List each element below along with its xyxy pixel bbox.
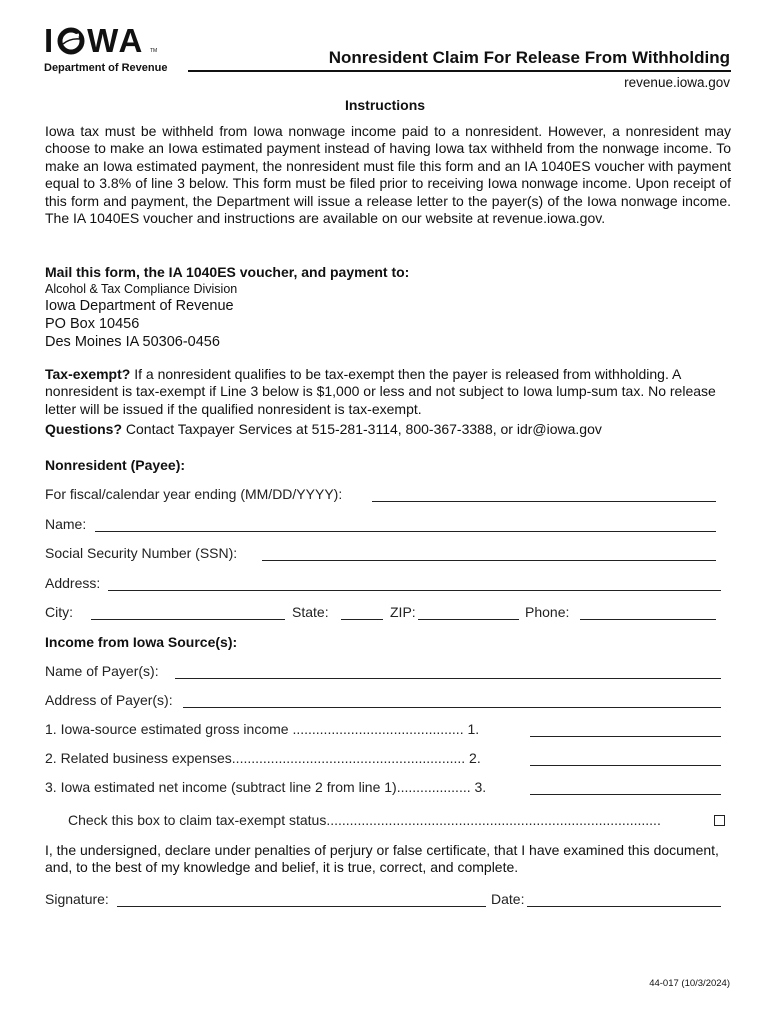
- phone-field[interactable]: [580, 619, 716, 620]
- address-label: Address:: [45, 575, 101, 591]
- ssn-field[interactable]: [262, 560, 716, 561]
- state-label: State:: [292, 604, 329, 620]
- tax-exempt-checkbox[interactable]: [714, 815, 725, 826]
- payer-address-field[interactable]: [183, 707, 721, 708]
- website-link[interactable]: revenue.iowa.gov: [624, 75, 730, 90]
- city-label: City:: [45, 604, 73, 620]
- payee-heading: Nonresident (Payee):: [45, 457, 186, 473]
- signature-label: Signature:: [45, 891, 109, 907]
- tax-exempt-paragraph: [45, 366, 731, 418]
- zip-field[interactable]: [418, 619, 519, 620]
- zip-label: ZIP:: [390, 604, 416, 620]
- department-name: Department of Revenue: [44, 62, 168, 74]
- questions-line: [45, 421, 602, 437]
- tax-exempt-text: If a nonresident qualifies to be tax-exempt then the payer is released from withholding. A nonresident is tax-exempt if Line 3 below is $1,000 or less and not subject to Iowa lump-sum tax. No release letter will be issued if the qualified nonresident is tax-exempt.: [45, 366, 716, 417]
- mail-heading: Mail this form, the IA 1040ES voucher, and payment to:: [45, 264, 410, 280]
- header-rule: [188, 70, 731, 72]
- questions-label: Questions?: [45, 421, 123, 437]
- line2-field[interactable]: [530, 765, 721, 766]
- phone-label: Phone:: [525, 604, 570, 620]
- logo-trademark: TM: [150, 48, 158, 54]
- payer-name-label: Name of Payer(s):: [45, 663, 159, 679]
- form-number: 44-017 (10/3/2024): [649, 978, 730, 989]
- name-field[interactable]: [95, 531, 716, 532]
- date-label: Date:: [491, 891, 525, 907]
- state-field[interactable]: [341, 619, 383, 620]
- form-title: Nonresident Claim For Release From Withholding: [328, 48, 730, 67]
- iowa-logo: [44, 24, 194, 76]
- address-field[interactable]: [108, 590, 721, 591]
- date-field[interactable]: [527, 906, 721, 907]
- ssn-label: Social Security Number (SSN):: [45, 545, 238, 561]
- line2-label: 2. Related business expenses............................................................ 2.: [45, 750, 481, 766]
- signature-field[interactable]: [117, 906, 486, 907]
- logo-wordmark: I WA: [44, 22, 145, 59]
- year-ending-field[interactable]: [372, 501, 716, 502]
- payer-address-label: Address of Payer(s):: [45, 692, 173, 708]
- line1-field[interactable]: [530, 736, 721, 737]
- declaration-text: I, the undersigned, declare under penalties of perjury or false certificate, that I have examined this document, and, to the best of my knowledge and belief, it is true, correct, and complete.: [45, 842, 719, 876]
- payer-name-field[interactable]: [175, 678, 721, 679]
- city-field[interactable]: [91, 619, 285, 620]
- mail-address-line-2: PO Box 10456: [45, 316, 140, 332]
- mail-division: Alcohol & Tax Compliance Division: [45, 282, 238, 296]
- logo-swirl-icon: [56, 26, 86, 56]
- questions-text: Contact Taxpayer Services at 515-281-3114, 800-367-3388, or idr@iowa.gov: [122, 421, 602, 437]
- tax-exempt-checkbox-label: Check this box to claim tax-exempt status......................................................................................: [68, 812, 661, 828]
- line1-label: 1. Iowa-source estimated gross income ............................................ 1.: [45, 721, 480, 737]
- mail-address-line-1: Iowa Department of Revenue: [45, 298, 234, 314]
- tax-exempt-label: Tax-exempt?: [45, 366, 131, 382]
- name-label: Name:: [45, 516, 87, 532]
- instructions-heading: Instructions: [344, 97, 426, 113]
- income-heading: Income from Iowa Source(s):: [45, 634, 238, 650]
- year-ending-label: For fiscal/calendar year ending (MM/DD/YYYY):: [45, 486, 343, 502]
- instructions-body: Iowa tax must be withheld from Iowa nonwage income paid to a nonresident. However, a nonresident may choose to make an Iowa estimated payment instead of having Iowa tax withheld from the nonwage income. To make an Iowa estimated payment, the nonresident must file this form and an IA 1040ES voucher with payment equal to 3.8% of line 3 below. This form must be filed prior to receiving Iowa nonwage income. Upon receipt of this form and payment, the Department will issue a release letter to the payer(s) of the Iowa nonwage income. The IA 1040ES voucher and instructions are available on our website at revenue.iowa.gov.: [45, 123, 731, 227]
- mail-address-line-3: Des Moines IA 50306-0456: [45, 334, 220, 350]
- line3-field[interactable]: [530, 794, 721, 795]
- line3-label: 3. Iowa estimated net income (subtract line 2 from line 1)................... 3.: [45, 779, 487, 795]
